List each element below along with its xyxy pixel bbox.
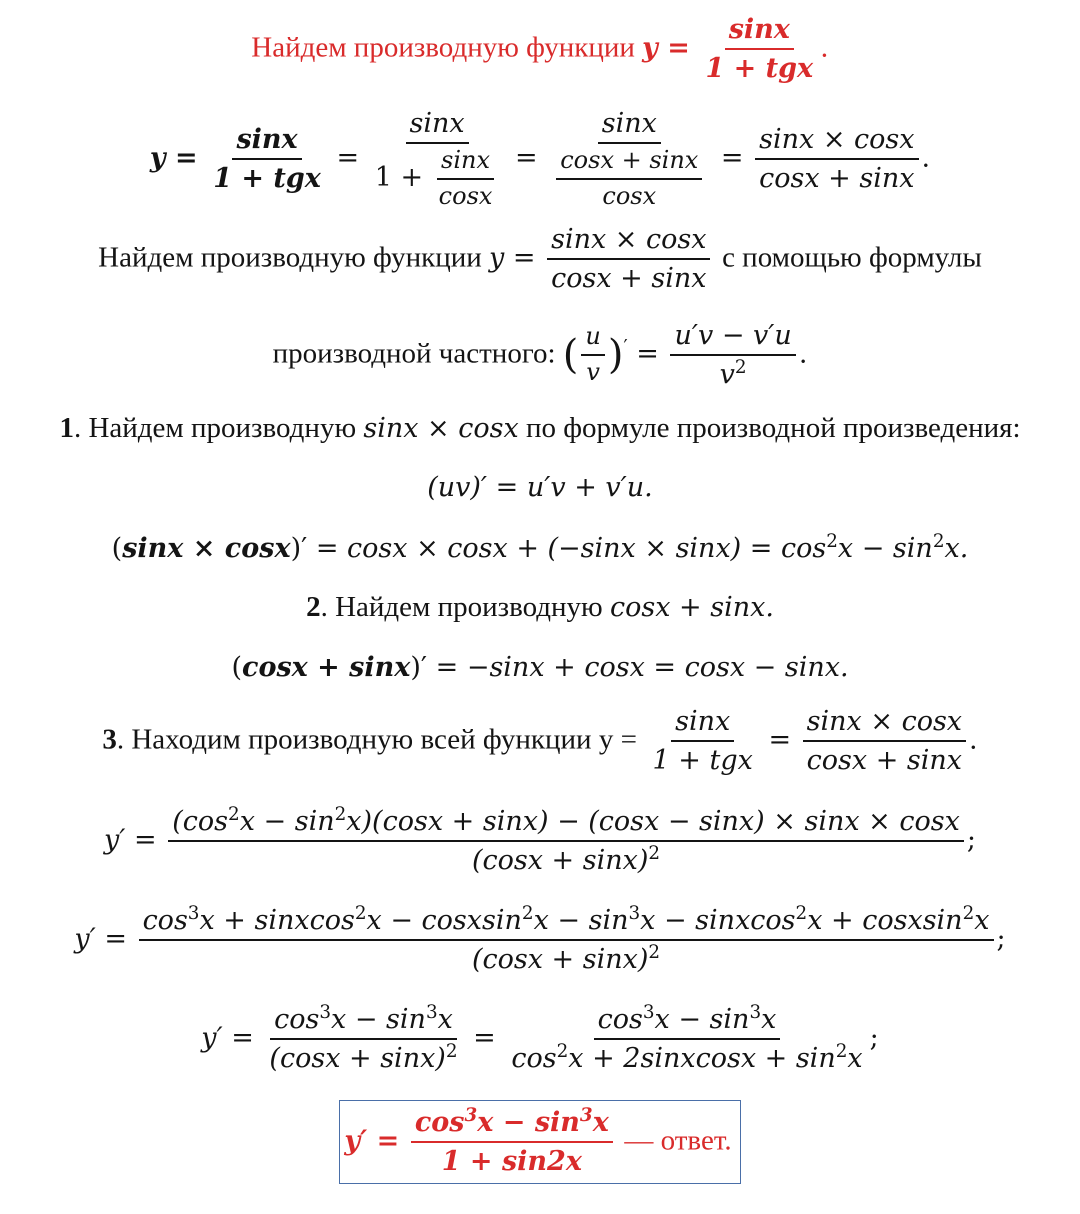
derivative-3-fraction-2	[507, 1001, 866, 1075]
semicolon: ;	[966, 824, 976, 856]
derivative-lhs: y′ =	[104, 824, 157, 856]
quotient-rule-text: производной частного:	[272, 337, 563, 370]
term: x)(cosx + sinx) − (cosx − sinx) × sinx × cosx	[346, 806, 960, 837]
nested-numerator: cosx + sinx	[556, 147, 702, 180]
term: (cosx + sinx)	[471, 845, 649, 877]
exponent: 3	[642, 1001, 655, 1023]
step-3-fraction-2	[803, 706, 966, 776]
simplify-f3-denominator	[549, 144, 709, 210]
numerator: sinx × cosx	[803, 706, 966, 742]
exponent: 2	[228, 803, 240, 825]
derivative-lhs: y′ =	[201, 1022, 254, 1054]
exponent: 2	[556, 1040, 569, 1062]
exponent: 3	[425, 1001, 438, 1023]
term: x	[847, 1043, 863, 1075]
equals-sign: =	[720, 142, 744, 174]
exponent: 2	[648, 842, 661, 864]
v-denominator: v	[586, 358, 600, 387]
step-2-result-expr: cosx + sinx	[242, 652, 411, 683]
answer-box	[339, 1100, 740, 1184]
heading-period: .	[820, 32, 829, 64]
exponent: 2	[795, 902, 808, 924]
exponent: 2	[932, 530, 945, 552]
step-2-result	[0, 652, 1080, 683]
simplify-f1-denominator: 1 + tgx	[213, 163, 321, 195]
intro-fraction	[547, 224, 710, 294]
simplify-equation	[0, 108, 1080, 210]
denominator: cosx + sinx	[806, 745, 963, 777]
term: x − sin	[533, 905, 629, 936]
exponent: 2	[521, 902, 534, 924]
exponent: 2	[826, 530, 838, 552]
term: x	[592, 1107, 609, 1138]
intro-sentence	[0, 224, 1080, 294]
exponent: 2	[835, 1040, 848, 1062]
term: cos	[142, 905, 188, 936]
nested-denominator: cosx	[602, 181, 657, 210]
quotient-rule	[0, 320, 1080, 390]
exponent: 3	[579, 1104, 593, 1126]
simplify-lhs: y =	[149, 142, 198, 174]
simplify-f2-den-lead: 1 +	[374, 162, 424, 194]
quotient-rule-denominator	[716, 356, 751, 390]
step-number: 2	[306, 591, 321, 623]
equals-sign: =	[515, 142, 538, 174]
term: x − sin	[654, 1004, 750, 1035]
step-1-text: . Найдем производную	[73, 412, 364, 444]
term: cos	[274, 1004, 320, 1035]
step-1-result-rhs: x − sin	[837, 533, 933, 564]
denominator: 1 + tgx	[652, 745, 753, 777]
answer-fraction	[411, 1104, 613, 1178]
intro-denominator: cosx + sinx	[551, 263, 707, 295]
heading-text: Найдем производную функции	[251, 31, 643, 64]
step-1-text-tail: по формуле производной произведения:	[518, 412, 1021, 444]
equals-sign: =	[768, 724, 792, 756]
term: x − sin	[477, 1107, 580, 1138]
u-numerator: u	[581, 323, 604, 356]
simplify-fraction-4	[755, 124, 918, 194]
step-number: 1	[59, 412, 74, 444]
derivative-lhs: y′ =	[74, 923, 127, 955]
simplify-fraction-2	[371, 108, 504, 210]
equals-sign: =	[636, 338, 659, 370]
derivative-2-fraction	[139, 902, 994, 976]
term: cos	[597, 1004, 643, 1035]
u-over-v-fraction	[581, 323, 604, 386]
exponent: 3	[628, 902, 641, 924]
derivative-line-1	[0, 803, 1080, 877]
quotient-rule-numerator: u′v − v′u	[670, 320, 795, 356]
exponent: 2	[445, 1040, 458, 1062]
step-1-result	[0, 530, 1080, 564]
simplify-f3-numerator: sinx	[598, 108, 661, 144]
heading-denominator: 1 + tgx	[705, 53, 814, 85]
equals-sign: =	[473, 1022, 496, 1054]
term: x − sinxcos	[640, 905, 796, 936]
heading-lhs: y =	[642, 32, 690, 64]
paren-open: (	[562, 332, 579, 379]
answer-row	[0, 1100, 1080, 1184]
term: x − sin	[239, 806, 335, 837]
step-3	[0, 706, 1080, 776]
intro-text: Найдем производную функции	[98, 241, 490, 274]
heading-numerator: sinx	[725, 14, 794, 50]
v-base: v	[719, 359, 735, 391]
simplify-f2-nested-fraction	[435, 147, 497, 210]
prime-mark: ′	[623, 336, 628, 358]
step-1-result-expr: sinx × cosx	[122, 533, 291, 564]
step-2-text: . Найдем производную	[320, 591, 610, 623]
exponent: 2	[334, 803, 347, 825]
denominator	[265, 1040, 461, 1074]
heading	[0, 14, 1080, 84]
derivative-2-denominator	[468, 941, 664, 975]
answer-lhs: y′ =	[344, 1125, 400, 1157]
nested-numerator: sinx	[437, 147, 494, 180]
exponent: 3	[464, 1104, 478, 1126]
simplify-fraction-1	[209, 124, 325, 194]
intro-lhs: y =	[489, 242, 536, 274]
period: .	[921, 142, 931, 174]
denominator	[507, 1040, 866, 1074]
step-2-result-rhs: = −sinx + cosx = cosx − sinx.	[427, 652, 849, 683]
term: (cos	[172, 806, 229, 837]
numerator	[594, 1001, 781, 1040]
term: cos	[511, 1043, 557, 1075]
simplify-f2-denominator	[371, 144, 504, 210]
step-3-fraction-1	[649, 706, 757, 776]
step-2	[0, 591, 1080, 624]
exponent: 2	[354, 902, 367, 924]
derivative-line-3	[0, 1001, 1080, 1075]
numerator: sinx	[671, 706, 734, 742]
intro-suffix: с помощью формулы	[722, 241, 982, 274]
term: x + sinxcos	[199, 905, 355, 936]
answer-numerator	[411, 1104, 613, 1143]
paren: (	[231, 652, 242, 683]
heading-fraction	[701, 14, 817, 84]
semicolon: ;	[869, 1022, 879, 1054]
simplify-f4-numerator: sinx × cosx	[755, 124, 918, 160]
paren-prime: )′	[290, 533, 308, 564]
term: x − sin	[331, 1004, 426, 1035]
derivative-1-numerator	[168, 803, 964, 842]
simplify-f3-nested-fraction	[556, 147, 702, 210]
product-rule: (uv)′ = u′v + v′u.	[427, 472, 653, 503]
quotient-rule-fraction	[670, 320, 795, 390]
derivative-1-denominator	[468, 842, 664, 876]
paren: (	[111, 533, 123, 564]
step-1-result-rhs: x.	[944, 533, 969, 564]
exponent: 2	[648, 941, 661, 963]
simplify-fraction-3	[549, 108, 709, 210]
term: x	[761, 1004, 777, 1035]
exponent: 3	[319, 1001, 332, 1023]
exponent: 2	[734, 356, 747, 378]
term: (cosx + sinx)	[471, 944, 649, 976]
step-1	[0, 412, 1080, 445]
derivative-line-2	[0, 902, 1080, 976]
exponent: 3	[187, 902, 200, 924]
semicolon: ;	[996, 923, 1006, 955]
simplify-f1-numerator: sinx	[232, 124, 301, 160]
step-number: 3	[102, 723, 117, 756]
step-1-result-rhs: = cosx × cosx + (−sinx × sinx) = cos	[307, 533, 827, 564]
intro-numerator: sinx × cosx	[547, 224, 710, 260]
period: .	[798, 338, 808, 370]
paren-close: )	[607, 332, 624, 379]
derivative-3-fraction-1	[265, 1001, 461, 1075]
simplify-f4-denominator: cosx + sinx	[759, 163, 915, 195]
numerator	[270, 1001, 457, 1040]
nested-denominator: cosx	[438, 181, 493, 210]
exponent: 3	[749, 1001, 762, 1023]
exponent: 2	[962, 902, 975, 924]
term: x + 2sinxcosx + sin	[568, 1043, 836, 1075]
step-1-expr: sinx × cosx	[363, 413, 519, 444]
term: x − cosxsin	[366, 905, 522, 936]
answer-label: — ответ.	[624, 1124, 732, 1157]
step-2-expr: cosx + sinx.	[609, 592, 774, 623]
term: x	[437, 1004, 453, 1035]
paren-prime: )′	[410, 652, 428, 683]
period: .	[969, 724, 978, 756]
derivative-2-numerator	[139, 902, 994, 941]
answer-denominator: 1 + sin2x	[441, 1146, 582, 1178]
derivative-1-fraction	[168, 803, 964, 877]
term: x + cosxsin	[807, 905, 963, 936]
term: cos	[414, 1107, 465, 1138]
simplify-f2-numerator: sinx	[406, 108, 469, 144]
step-3-text: . Находим производную всей функции у =	[116, 723, 637, 756]
equals-sign: =	[336, 142, 360, 174]
term: (cosx + sinx)	[269, 1043, 446, 1075]
term: x	[974, 905, 990, 936]
